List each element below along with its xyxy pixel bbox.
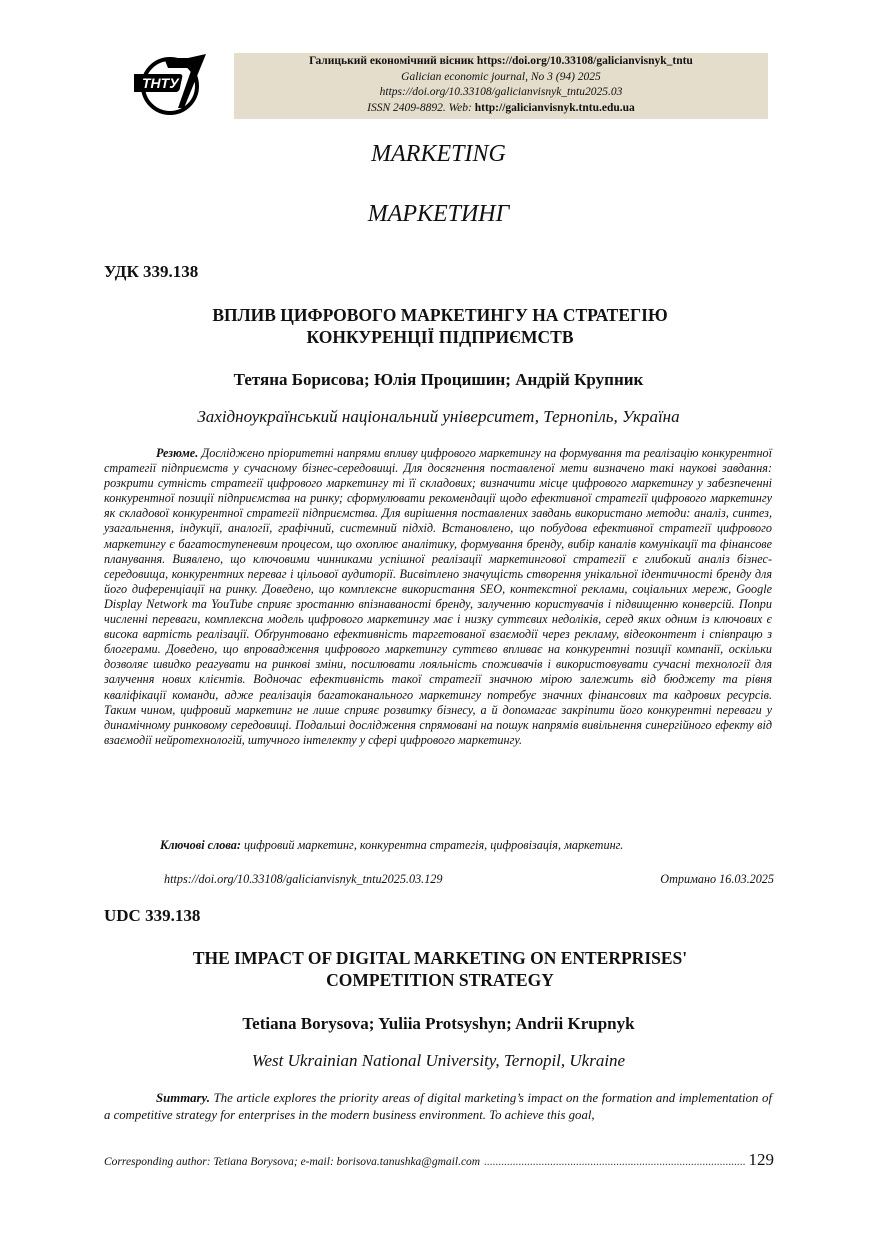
- footer-leader-dots: [484, 1156, 744, 1168]
- article-title-en-line1: THE IMPACT OF DIGITAL MARKETING ON ENTERPRISES': [192, 948, 688, 968]
- affiliation-uk: Західноукраїнський національний університет, Тернопіль, Україна: [197, 407, 680, 426]
- summary-label: Summary.: [156, 1091, 210, 1105]
- page-number: 129: [748, 1150, 774, 1169]
- article-doi-link[interactable]: https://doi.org/10.33108/galicianvisnyk_tntu2025.03.129: [164, 872, 443, 886]
- article-title-uk-line2: КОНКУРЕНЦІЇ ПІДПРИЄМСТВ: [306, 327, 574, 347]
- authors-en: Tetiana Borysova; Yuliia Protsyshyn; Andrii Krupnyk: [242, 1014, 635, 1033]
- udc-en: UDC 339.138: [104, 906, 201, 925]
- article-title-en-line2: COMPETITION STRATEGY: [326, 970, 554, 990]
- keywords-label: Ключові слова:: [160, 838, 241, 852]
- journal-header-line1: Галицький економічний вісник https://doi.org/10.33108/galicianvisnyk_tntu: [309, 55, 693, 67]
- journal-website-link[interactable]: http://galicianvisnyk.tntu.edu.ua: [474, 101, 635, 114]
- section-title-en: MARKETING: [371, 141, 506, 167]
- article-title-en: [120, 947, 760, 991]
- svg-text:ТНТУ: ТНТУ: [142, 75, 179, 91]
- affiliation-en: West Ukrainian National University, Ternopil, Ukraine: [251, 1051, 626, 1070]
- page-footer: [104, 1150, 774, 1170]
- journal-header-line3: https://doi.org/10.33108/galicianvisnyk_tntu2025.03: [379, 86, 623, 98]
- article-title-uk: [120, 304, 760, 348]
- udc-uk: УДК 339.138: [104, 262, 199, 281]
- summary-en: [104, 1090, 772, 1124]
- abstract-label: Резюме.: [156, 446, 199, 460]
- tntu-logo-icon: [134, 50, 210, 118]
- corresponding-author: Corresponding author: Tetiana Borysova; e-mail: borisova.tanushka@gmail.com: [104, 1156, 481, 1168]
- summary-text: The article explores the priority areas of digital marketing’s impact on the formation and implementation of a competitive strategy for enterprises in the modern business environment. To achieve this goal,: [104, 1091, 773, 1122]
- article-title-uk-line1: ВПЛИВ ЦИФРОВОГО МАРКЕТИНГУ НА СТРАТЕГІЮ: [212, 305, 668, 325]
- issn-text: ISSN 2409-8892. Web:: [367, 101, 472, 114]
- abstract-text: Досліджено пріоритетні напрями впливу цифрового маркетингу на формування та реалізацію конкурентної стратегії підприємств у сучасному бізнес-середовищі. Для досягнення поставленої мети визначено такі наукові завдання: розкрити сутність стратегії цифрового маркетингу ті її складових; визначити місце цифрового маркетингу у забезпеченні конкурентної позиції підприємства на ринку; сформулювати рекомендації щодо ефективної стратегії цифрового маркетингу як складової конкурентної стратегії підприємства. Для вирішення поставлених завдань використано методи: аналіз, синтез, узагальнення, індукції, аналогії, графічний, системний підхід. Встановлено, що побудова ефективної стратегії цифрового маркетингу є багатоступеневим процесом, що охоплює аналітику, формування бренду, вибір каналів комунікації та фінансове планування. Виявлено, що ключовими чинниками успішної реалізації маркетингової стратегії є глибокий аналіз бізнес-середовища, конкурентних переваг і цільової аудиторії. Висвітлено значущість створення унікальної ідентичності бренду для його диференціації на ринку. Доведено, що комплексне використання SEO, контекстної реклами, соціальних мереж, Google Display Network та YouTube сприяє зростанню впізнаваності бренду, залученню користувачів і підвищенню конверсій. Попри численні переваги, комплексна модель цифрового маркетингу має і низку суттєвих недоліків, серед яких одним із ключових є висока вартість реалізації. Обґрунтовано ефективність таргетованої взаємодії через рекламу, відеоконтент і співпрацю з блогерами. Доведено, що впровадження цифрового маркетингу суттєво впливає на конкурентні позиції компанії, оскільки дозволяє швидко реагувати на ринкові зміни, посилювати лояльність споживачів і використовувати сучасні технології для залучення нових клієнтів. Водночас ефективність такої стратегії значною мірою залежить від бюджету та рівня кваліфікації команди, адже реалізація багатоканального маркетингу потребує значних фінансових та кадрових ресурсів. Таким чином, цифровий маркетинг не лише сприяє розвитку бізнесу, а й допомагає закріпити його конкурентні переваги у динамічному ринковому середовищі. Подальші дослідження спрямовані на пошук напрямів вивільнення синергійного ефекту від взаємодії нейротехнологій, штучного інтелекту у сфері цифрового маркетингу.: [104, 446, 773, 747]
- journal-header-line4: [234, 101, 768, 117]
- doi-row: [164, 872, 774, 887]
- authors-uk: Тетяна Борисова; Юлія Процишин; Андрій Крупник: [233, 370, 644, 389]
- keywords-uk: [160, 838, 780, 853]
- received-date: Отримано 16.03.2025: [660, 872, 774, 886]
- keywords-text: цифровий маркетинг, конкурентна стратегія, цифровізація, маркетинг.: [243, 838, 624, 852]
- journal-header: [234, 53, 768, 119]
- journal-header-line2: Galician economic journal, No 3 (94) 2025: [401, 70, 601, 83]
- journal-logo: [134, 50, 210, 118]
- abstract-uk: [104, 446, 772, 748]
- section-title-uk: МАРКЕТИНГ: [367, 201, 510, 227]
